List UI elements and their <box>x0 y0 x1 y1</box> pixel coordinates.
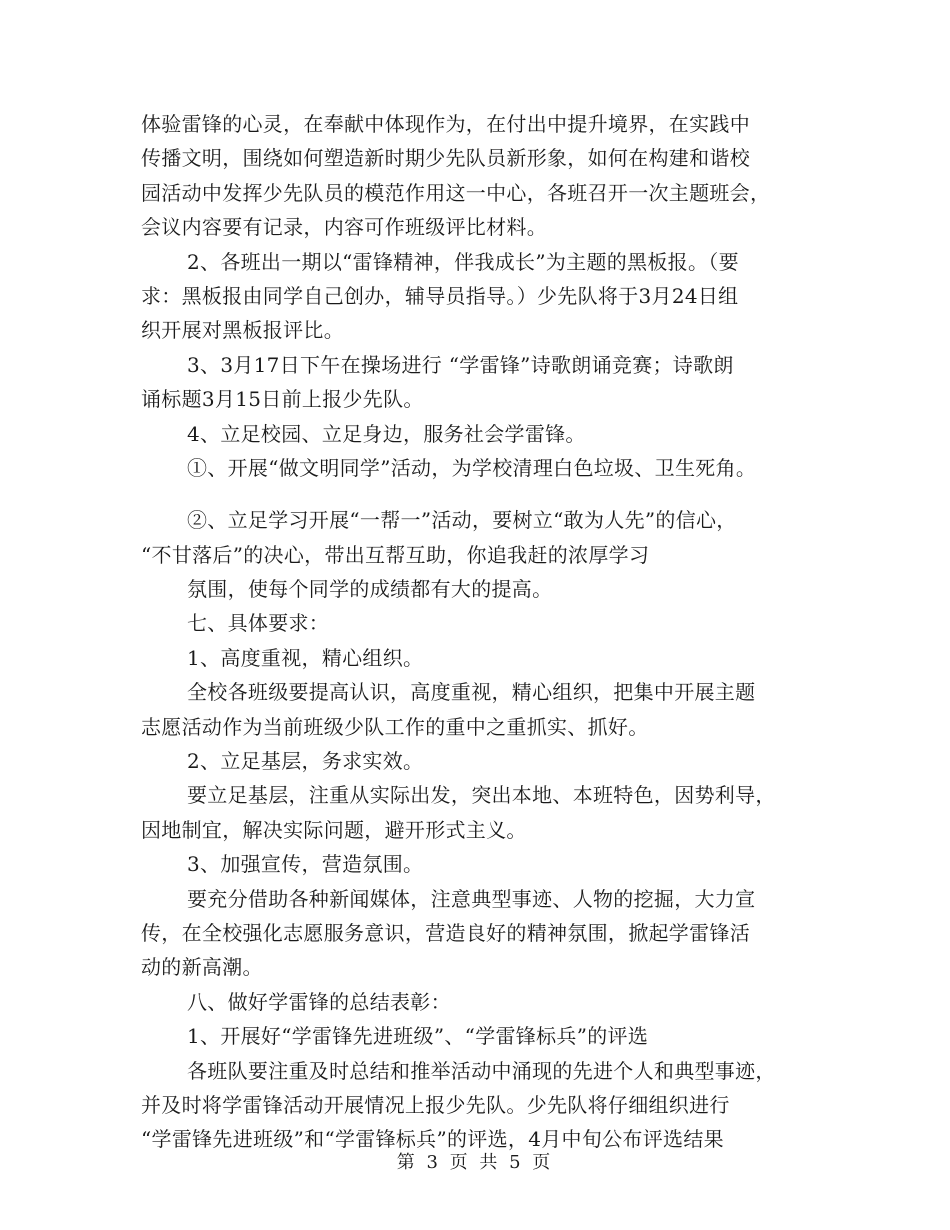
text-line: 3、加强宣传，营造氛围。 <box>187 852 424 877</box>
text-line: 1、开展好“学雷锋先进班级”、“学雷锋标兵”的评选 <box>187 1024 649 1049</box>
text-line: 3、3月17日下午在操场进行 “学雷锋”诗歌朗诵竞赛；诗歌朗 <box>187 352 734 377</box>
text-line: 2、各班出一期以“雷锋精神，伴我成长”为主题的黑板报。（要 <box>187 249 739 274</box>
text-line: 织开展对黑板报评比。 <box>141 318 344 343</box>
text-line: ②、立足学习开展“一帮一”活动，要树立“敢为人先”的信心， <box>187 508 737 533</box>
text-line: 并及时将学雷锋活动开展情况上报少先队。少先队将仔细组织进行 <box>141 1092 730 1117</box>
text-line: 传播文明，围绕如何塑造新时期少先队员新形象，如何在构建和谐校 <box>141 146 750 171</box>
text-line: 八、做好学雷锋的总结表彰： <box>187 989 451 1014</box>
text-line: 动的新高潮。 <box>141 955 263 980</box>
text-line: 各班队要注重及时总结和推举活动中涌现的先进个人和典型事迹， <box>187 1058 776 1083</box>
text-line: 要充分借助各种新闻媒体，注意典型事迹、人物的挖掘，大力宣 <box>187 886 756 911</box>
text-line: 会议内容要有记录，内容可作班级评比材料。 <box>141 215 547 240</box>
text-line: 全校各班级要提高认识，高度重视，精心组织，把集中开展主题 <box>187 680 756 705</box>
text-line: “学雷锋先进班级”和“学雷锋标兵”的评选，4月中旬公布评选结果 <box>141 1127 724 1152</box>
text-line: 诵标题3月15日前上报少先队。 <box>141 387 424 412</box>
text-line: 要立足基层，注重从实际出发，突出本地、本班特色，因势利导， <box>187 783 776 808</box>
text-line: “不甘落后”的决心，带出互帮互助，你追我赶的浓厚学习 <box>141 542 650 567</box>
text-line: 园活动中发挥少先队员的模范作用这一中心，各班召开一次主题班会， <box>141 180 771 205</box>
text-line: 传，在全校强化志愿服务意识，营造良好的精神氛围，掀起学雷锋活 <box>141 920 750 945</box>
text-line: 志愿活动作为当前班级少队工作的重中之重抓实、抓好。 <box>141 714 649 739</box>
text-line: ①、开展“做文明同学”活动，为学校清理白色垃圾、卫生死角。 <box>187 455 757 480</box>
text-line: 2、立足基层，务求实效。 <box>187 749 424 774</box>
document-body <box>141 107 821 1157</box>
text-line: 因地制宜，解决实际问题，避开形式主义。 <box>141 817 527 842</box>
text-line: 4、立足校园、立足身边，服务社会学雷锋。 <box>187 421 586 446</box>
text-line: 氛围，使每个同学的成绩都有大的提高。 <box>187 577 553 602</box>
paragraph-gap <box>141 485 821 503</box>
text-line: 求：黑板报由同学自己创办，辅导员指导。）少先队将于3月24日组 <box>141 283 739 308</box>
text-line: 七、具体要求： <box>187 611 330 636</box>
page-footer: 第 3 页 共 5 页 <box>396 1152 554 1173</box>
text-line: 体验雷锋的心灵，在奉献中体现作为，在付出中提升境界，在实践中 <box>141 112 750 136</box>
text-line: 1、高度重视，精心组织。 <box>187 645 424 670</box>
